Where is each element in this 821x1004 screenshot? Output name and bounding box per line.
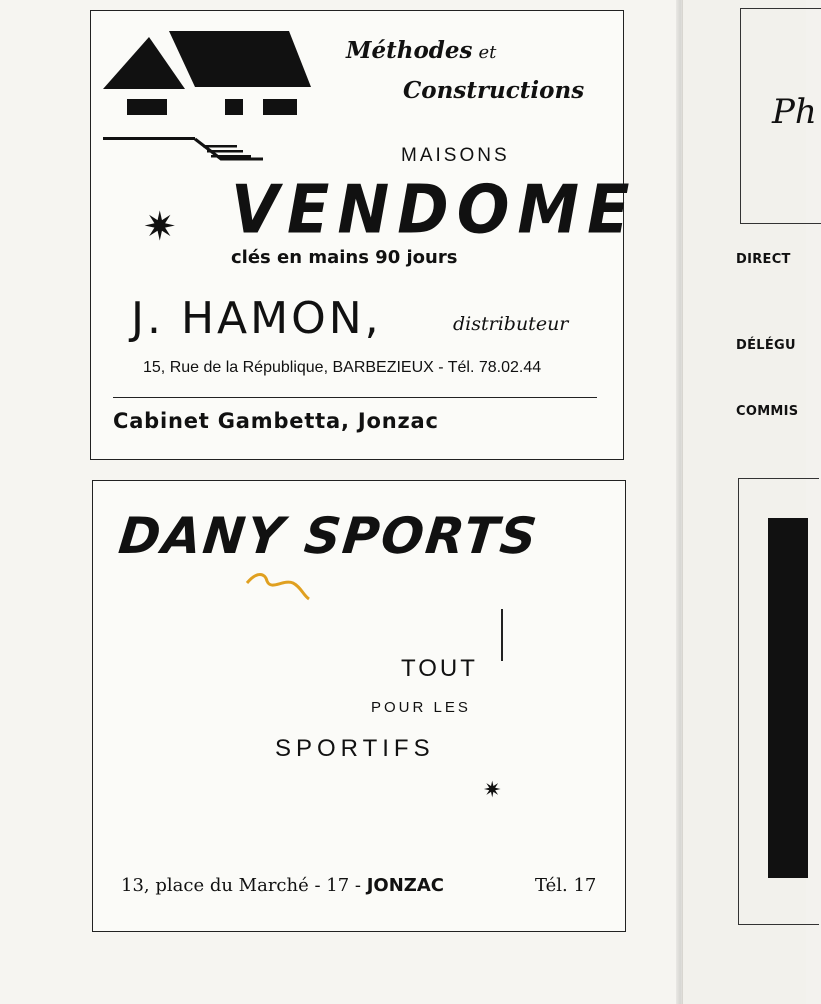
star-icon: ✷ — [143, 205, 177, 249]
house-logo-icon — [103, 29, 313, 169]
right-page-label-direct: DIRECT — [736, 252, 791, 267]
methodes-heading: Méthodes et — [346, 37, 497, 64]
dany-address: 13, place du Marché - 17 - JONZAC — [121, 875, 444, 896]
right-page-label-commis: COMMIS — [736, 404, 799, 419]
dany-telephone: Tél. 17 — [535, 875, 597, 896]
right-page-label-delegu: DÉLÉGU — [736, 338, 796, 353]
sportifs-label: SPORTIFS — [275, 735, 435, 762]
tagline: clés en mains 90 jours — [231, 247, 458, 268]
dany-sports-advertisement — [92, 480, 626, 932]
vendome-brand: VENDOME — [231, 170, 638, 249]
constructions-heading: Constructions — [403, 77, 585, 104]
dany-sports-brand: DANY SPORTS — [115, 507, 542, 565]
pour-les-label: POUR LES — [371, 699, 471, 716]
right-page-script-fragment: Ph — [772, 92, 817, 132]
vendome-advertisement — [90, 10, 638, 460]
vertical-rule — [501, 609, 503, 661]
orange-scribble-icon — [243, 569, 313, 603]
tout-label: TOUT — [401, 655, 478, 682]
divider — [113, 397, 597, 398]
star-icon: ✷ — [483, 777, 502, 802]
distributor-name: J. HAMON, — [131, 293, 382, 344]
right-page-photo — [768, 518, 808, 878]
cabinet-footer: Cabinet Gambetta, Jonzac — [113, 409, 439, 433]
maisons-label: MAISONS — [401, 145, 510, 166]
hamon-address: 15, Rue de la République, BARBEZIEUX - Tél. 78.02.44 — [143, 359, 542, 376]
distributor-role: distributeur — [453, 313, 569, 335]
